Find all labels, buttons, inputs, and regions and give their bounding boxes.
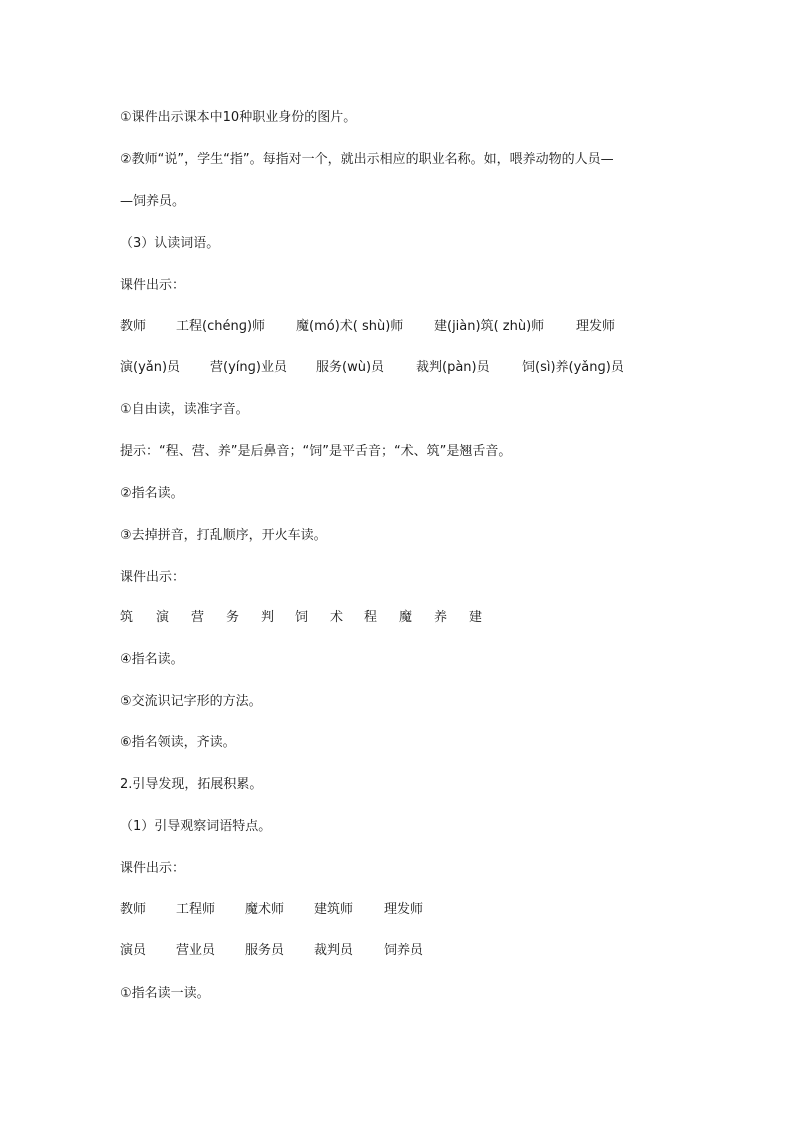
word: 理发师: [384, 902, 424, 917]
text-line: 课件出示：: [120, 570, 186, 585]
character: 演: [156, 610, 170, 625]
pinyin-word: 教师: [120, 319, 147, 334]
character: 营: [191, 610, 205, 625]
pinyin-word: 理发师: [576, 319, 616, 334]
word: 工程师: [176, 902, 216, 917]
text-line: ⑥指名领读，齐读。: [120, 735, 236, 750]
text-line: ②教师“说”，学生“指”。每指对一个，就出示相应的职业名称。如，喂养动物的人员—: [120, 152, 614, 167]
text-line: 课件出示：: [120, 278, 186, 293]
character: 术: [330, 610, 344, 625]
pinyin-word: 饲(sì)养(yǎnɡ)员: [522, 360, 624, 375]
text-line: 课件出示：: [120, 861, 186, 876]
word: 营业员: [176, 943, 216, 958]
character: 养: [434, 610, 448, 625]
word: 饲养员: [384, 943, 424, 958]
text-line: —饲养员。: [120, 194, 186, 209]
character: 程: [364, 610, 378, 625]
text-line: ③去掉拼音，打乱顺序，开火车读。: [120, 528, 327, 543]
word: 教师: [120, 902, 147, 917]
character: 判: [261, 610, 275, 625]
text-line: ⑤交流识记字形的方法。: [120, 694, 262, 709]
character: 筑: [120, 610, 134, 625]
word: 裁判员: [314, 943, 354, 958]
pinyin-word: 营(yínɡ)业员: [210, 360, 287, 375]
word: 演员: [120, 943, 147, 958]
text-line: （1）引导观察词语特点。: [120, 819, 272, 834]
text-line: ④指名读。: [120, 652, 184, 667]
text-line: ①指名读一读。: [120, 986, 210, 1001]
text-line: ②指名读。: [120, 486, 184, 501]
word: 建筑师: [314, 902, 354, 917]
pinyin-word: 演(yǎn)员: [120, 360, 181, 375]
character: 务: [226, 610, 240, 625]
text-line: 提示：“程、营、养”是后鼻音；“饲”是平舌音；“术、筑”是翘舌音。: [120, 444, 512, 459]
character: 建: [469, 610, 483, 625]
pinyin-word: 裁判(pàn)员: [416, 360, 490, 375]
word: 服务员: [245, 943, 285, 958]
text-line: ①自由读，读准字音。: [120, 402, 249, 417]
pinyin-word: 服务(wù)员: [316, 360, 385, 375]
pinyin-word: 魔(mó)术( shù)师: [296, 319, 404, 334]
pinyin-word: 建(jiàn)筑( zhù)师: [434, 319, 545, 334]
text-line: ①课件出示课本中10种职业身份的图片。: [120, 110, 357, 125]
pinyin-word: 工程(chénɡ)师: [176, 319, 266, 334]
character: 魔: [399, 610, 413, 625]
text-line: （3）认读词语。: [120, 236, 220, 251]
text-line: 2.引导发现，拓展积累。: [120, 777, 263, 792]
character: 饲: [295, 610, 309, 625]
word: 魔术师: [245, 902, 285, 917]
